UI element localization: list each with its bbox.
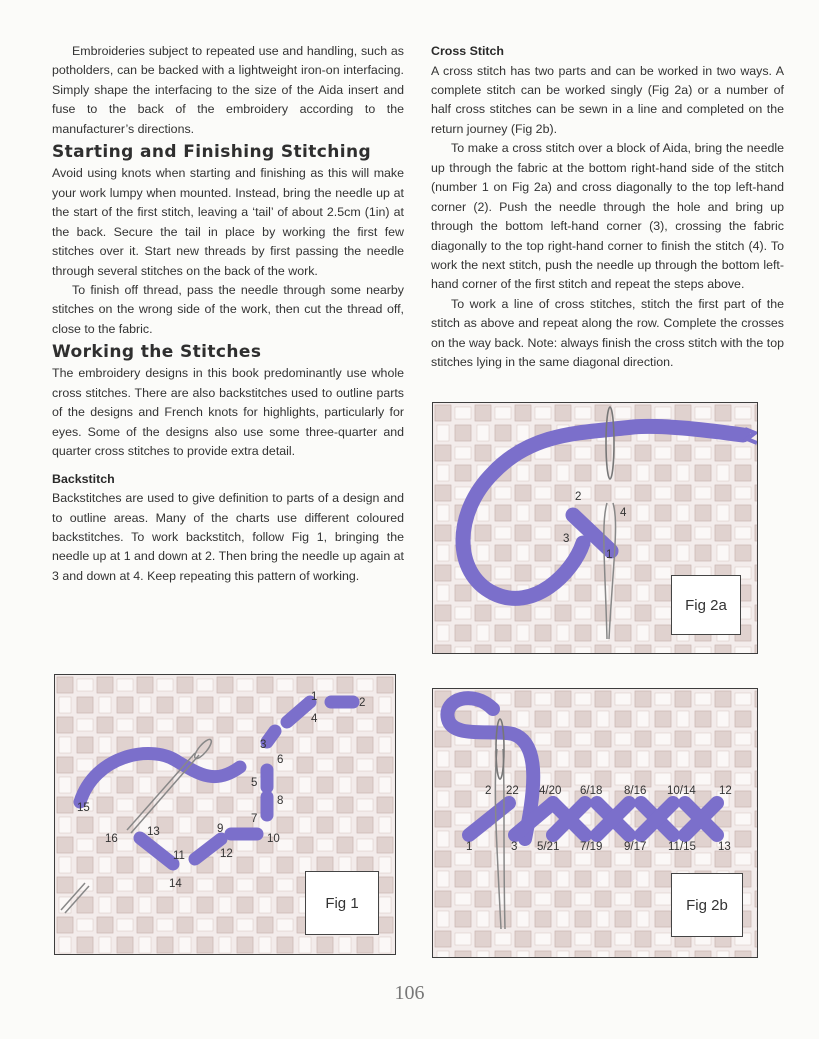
cross-stitch-paragraph-3: To work a line of cross stitches, stitch the first part of the stitch as above and repeat along the row. Complete the crosses on the way back. Note: always finish the cross stitch with the top stitches lying in the same diagonal direction.	[431, 296, 784, 370]
fig2b-top-number: 2	[485, 785, 492, 797]
right-column	[431, 42, 784, 373]
fig2b-top-number: 8/16	[624, 785, 647, 797]
fig1-number: 3	[260, 739, 267, 751]
fig1-number: 2	[359, 697, 366, 709]
figure-2a	[432, 402, 758, 654]
fig2b-bottom-number: 5/21	[537, 841, 560, 853]
fig2a-number: 4	[620, 507, 627, 519]
fig2a-number: 3	[563, 533, 570, 545]
fig1-number: 8	[277, 795, 284, 807]
fig1-label: Fig 1	[305, 871, 379, 935]
fig1-number: 13	[147, 826, 160, 838]
fig2b-bottom-number: 1	[466, 841, 473, 853]
working-paragraph: The embroidery designs in this book predominantly use whole cross stitches. There are also backstitches used to outline parts of the designs and French knots for highlights, particularly for eyes. Some of the designs also use some three-quarter and quarter cross stitches to provide extra detail.	[52, 366, 404, 459]
fig2b-bottom-number: 11/15	[668, 841, 696, 853]
fig1-number: 10	[267, 833, 280, 845]
fig2a-number: 2	[575, 491, 582, 503]
fig1-number: 6	[277, 754, 284, 766]
fig2a-label: Fig 2a	[671, 575, 741, 635]
fig1-number: 14	[169, 878, 182, 890]
fig1-number: 11	[173, 850, 185, 862]
fig1-number: 9	[217, 823, 224, 835]
figure-2b	[432, 688, 758, 958]
cross-stitch-paragraph-1: A cross stitch has two parts and can be worked in two ways. A complete stitch can be worked singly (Fig 2a) or a number of half cross stitches can be sewn in a line and completed on the return journey (Fig 2b).	[431, 63, 784, 136]
starting-paragraph: Avoid using knots when starting and finishing as this will make your work lumpy when mounted. Instead, bring the needle up at the start of the first stitch, leaving a ‘tail’ of about 2.5cm (1in) at the back. Secure the tail in place by working the first few stitches over it. Start new threads by first passing the needle through several stitches on the back of the work.	[52, 166, 404, 278]
left-column	[52, 42, 404, 586]
heading-cross-stitch: Cross Stitch	[431, 44, 504, 58]
heading-starting-finishing: Starting and Finishing Stitching	[52, 142, 372, 163]
fig2b-top-number: 12	[719, 785, 732, 797]
finishing-paragraph: To finish off thread, pass the needle through some nearby stitches on the wrong side of the work, then cut the thread off, close to the fabric.	[52, 282, 404, 336]
fig2b-top-number: 10/14	[667, 785, 696, 797]
fig2b-bottom-number: 7/19	[580, 841, 603, 853]
fig2b-bottom-number: 9/17	[624, 841, 647, 853]
intro-paragraph: Embroideries subject to repeated use and handling, such as potholders, can be backed with a lightweight iron-on interfacing. Simply shape the interfacing to the size of the Aida insert and fuse to the back of the embroidery according to the manufacturer’s directions.	[52, 44, 404, 136]
fig1-number: 5	[251, 777, 258, 789]
figure-1	[54, 674, 396, 955]
fig2b-top-number: 4/20	[539, 785, 562, 797]
fig2a-number: 1	[606, 549, 613, 561]
fig1-number: 15	[77, 802, 90, 814]
backstitch-paragraph: Backstitches are used to give definition to parts of a design and to outline areas. Many of the charts use different coloured backstitches. To work backstitch, follow Fig 1, bringing the needle up at 1 and down at 2. Then bring the needle up again at 3 and down at 4. Keep repeating this pattern of working.	[52, 491, 404, 583]
heading-backstitch: Backstitch	[52, 471, 115, 486]
fig2b-bottom-number: 3	[511, 841, 518, 853]
fig1-number: 4	[311, 713, 318, 725]
fig2b-bottom-number: 13	[718, 841, 731, 853]
fig1-number: 7	[251, 813, 258, 825]
fig2b-top-number: 22	[506, 785, 519, 797]
fig2b-top-number: 6/18	[580, 785, 603, 797]
cross-stitch-paragraph-2: To make a cross stitch over a block of Aida, bring the needle up through the fabric at the bottom right-hand side of the stitch (number 1 on Fig 2a) and cross diagonally to the top left-hand corner (2). Push the needle through the hole and bring up through the bottom left-hand corner (3), crossing the fabric diagonally to the top right-hand corner to finish the stitch (4). To work the next stitch, push the needle up through the bottom left-hand corner of the first stitch and repeat the steps above.	[431, 141, 784, 292]
fig1-number: 1	[311, 691, 318, 703]
page-number: 106	[394, 982, 425, 1004]
fig2b-label: Fig 2b	[671, 873, 743, 937]
fig1-number: 12	[220, 848, 233, 860]
fig1-number: 16	[105, 833, 118, 845]
heading-working-stitches: Working the Stitches	[52, 342, 262, 363]
